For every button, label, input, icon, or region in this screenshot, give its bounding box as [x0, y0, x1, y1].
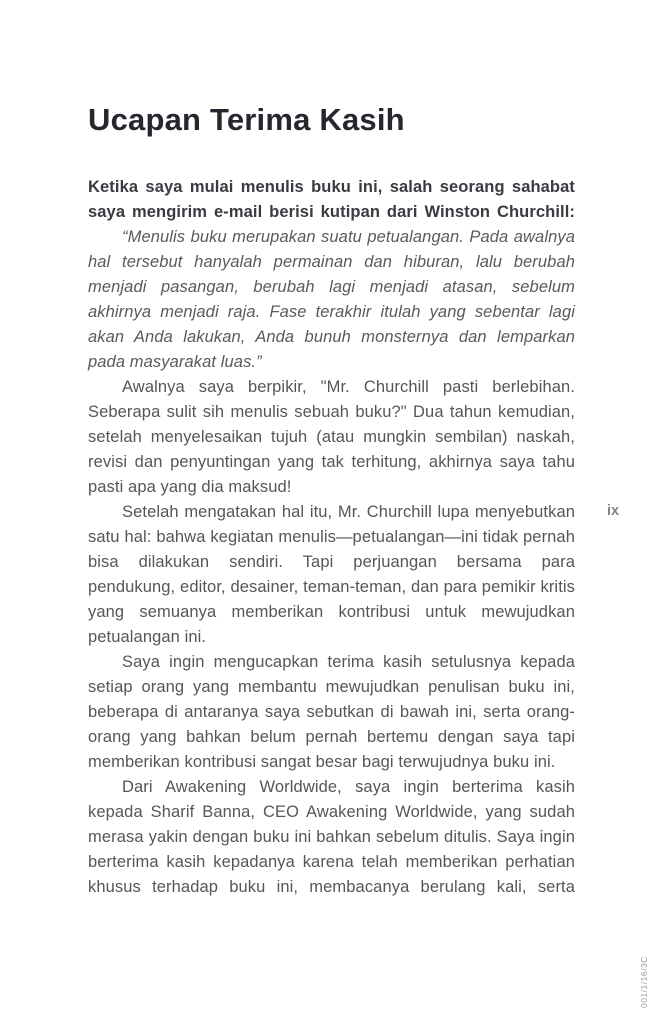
paragraph-bold-intro: Ketika saya mulai menulis buku ini, salah seorang sahabat saya mengirim e-mail berisi kutipan dari Winston Churchill:: [88, 178, 575, 221]
paragraph-body: Setelah mengatakan hal itu, Mr. Churchill lupa menyebutkan satu hal: bahwa kegiatan menulis—petualangan—ini tidak pernah bisa dilakukan sendiri. Tapi perjuangan bersama para pendukung, editor, desainer, teman-teman, dan para pemikir kritis yang semuanya memberikan kontribusi untuk mewujudkan petualangan ini.: [88, 503, 575, 646]
text-column: [88, 0, 575, 900]
page-number: ix: [607, 503, 620, 519]
print-code-vertical: 001/1/16/3C: [639, 956, 649, 1008]
paragraph-body: Saya ingin mengucapkan terima kasih setulusnya kepada setiap orang yang membantu mewujudkan penulisan buku ini, beberapa di antaranya saya sebutkan di bawah ini, serta orang-orang yang bahkan belum pernah bertemu dengan saya tapi memberikan kontribusi sangat besar bagi terwujudnya buku ini.: [88, 653, 575, 771]
page-title: Ucapan Terima Kasih: [88, 102, 405, 137]
paragraph-churchill-quote: “Menulis buku merupakan suatu petualangan. Pada awalnya hal tersebut hanyalah permainan dan hiburan, lalu berubah menjadi pasangan, berubah lagi menjadi atasan, sebelum akhirnya menjadi raja. Fase terakhir itulah yang sebentar lagi akan Anda lakukan, Anda bunuh monsternya dan lemparkan pada masyarakat luas.”: [88, 228, 575, 371]
paragraph-body: Dari Awakening Worldwide, saya ingin berterima kasih kepada Sharif Banna, CEO Awakening Worldwide, yang sudah merasa yakin dengan buku ini bahkan sebelum ditulis. Saya ingin berterima kasih kepadanya karena telah memberikan perhatian khusus terhadap buku ini, membacanya berulang kali, serta: [88, 778, 575, 896]
paragraph-body: Awalnya saya berpikir, "Mr. Churchill pasti berlebihan. Seberapa sulit sih menulis sebuah buku?" Dua tahun kemudian, setelah menyelesaikan tujuh (atau mungkin sembilan) naskah, revisi dan penyuntingan yang tak terhitung, akhirnya saya tahu pasti apa yang dia maksud!: [88, 378, 575, 496]
